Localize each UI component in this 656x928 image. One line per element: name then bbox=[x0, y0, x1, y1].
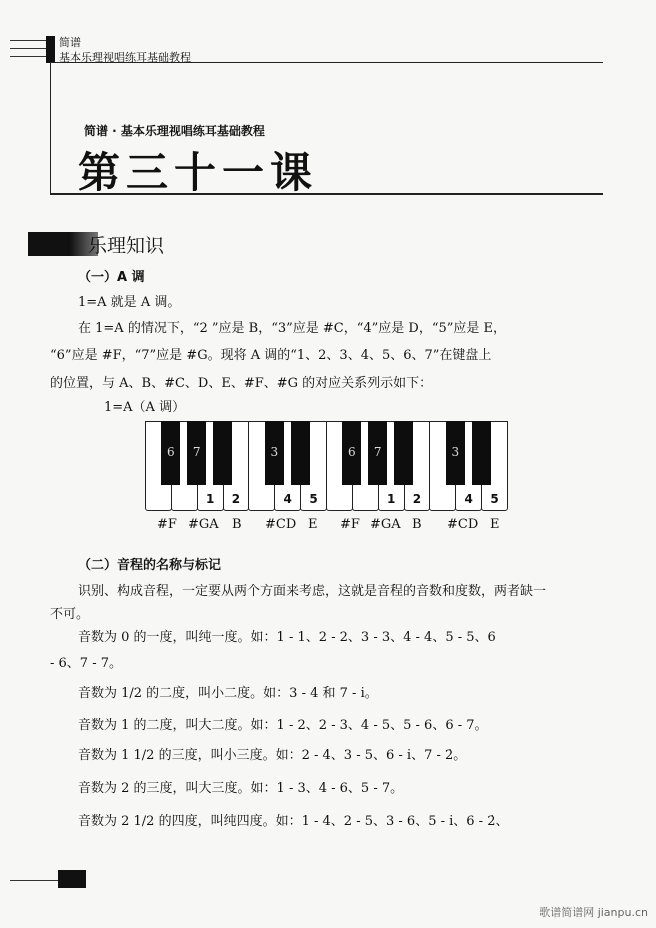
note-name: #GA bbox=[370, 517, 401, 532]
white-key-label: 2 bbox=[231, 492, 241, 506]
piano-caption: 1=A（A 调） bbox=[104, 400, 186, 415]
note-name: #GA bbox=[188, 517, 219, 532]
section-title: 乐理知识 bbox=[88, 235, 165, 257]
chapter-subtitle: 简谱 · 基本乐理视唱练耳基础教程 bbox=[84, 124, 265, 138]
black-key: 3 bbox=[265, 421, 284, 485]
note-name: #F bbox=[157, 517, 177, 532]
black-key bbox=[394, 421, 413, 485]
white-key-label: 5 bbox=[490, 492, 499, 506]
part2-line: 音数为 1 的二度，叫大二度。如：1 - 2、2 - 3、4 - 5、5 - 6、6 - 7。 bbox=[78, 718, 488, 733]
note-name: B bbox=[232, 517, 242, 532]
piano-keyboard bbox=[145, 421, 507, 513]
header-bar bbox=[46, 36, 55, 63]
note-name: #F bbox=[340, 517, 360, 532]
black-key: 7 bbox=[368, 421, 387, 485]
part1-line: “6”应是 #F，“7”应是 #G。现将 A 调的“1、2、3、4、5、6、7”在键盘上 bbox=[50, 348, 492, 363]
part2-heading: （二）音程的名称与标记 bbox=[78, 558, 222, 573]
watermark: 歌谱简谱网 jianpu.cn bbox=[539, 906, 648, 919]
white-key-label: 1 bbox=[205, 492, 215, 506]
note-name: E bbox=[308, 517, 318, 532]
black-key bbox=[213, 421, 232, 485]
part2-line: 不可。 bbox=[50, 607, 90, 622]
black-key: 7 bbox=[187, 421, 206, 485]
chapter-title: 第三十一课 bbox=[78, 148, 319, 197]
footer-rule bbox=[10, 880, 60, 881]
black-key: 6 bbox=[161, 421, 180, 485]
part1-line: 的位置，与 A、B、#C、D、E、#F、#G 的对应关系列示如下： bbox=[50, 376, 433, 391]
part2-line: 音数为 1 1/2 的三度，叫小三度。如：2 - 4、3 - 5、6 - i̇、7 - 2̇。 bbox=[78, 748, 467, 763]
header-line2: 基本乐理视唱练耳基础教程 bbox=[59, 51, 191, 64]
page-number-block bbox=[58, 870, 86, 888]
note-name: B bbox=[412, 517, 422, 532]
header-rule bbox=[10, 56, 50, 57]
black-key: 3 bbox=[446, 421, 465, 485]
black-key bbox=[472, 421, 491, 485]
white-key-label: 4 bbox=[464, 492, 473, 506]
note-name: E bbox=[490, 517, 500, 532]
part2-line: 识别、构成音程，一定要从两个方面来考虑，这就是音程的音数和度数，两者缺一 bbox=[78, 584, 547, 599]
white-key-label: 5 bbox=[309, 492, 318, 506]
header-rule bbox=[10, 48, 50, 49]
part2-line: - 6、7 - 7。 bbox=[50, 656, 122, 671]
part2-line: 音数为 2 1/2 的四度，叫纯四度。如：1 - 4、2 - 5、3 - 6、5 - i̇、6 - 2̇、 bbox=[78, 814, 509, 829]
header-rule bbox=[10, 40, 50, 41]
note-name: #CD bbox=[447, 517, 479, 532]
black-key bbox=[291, 421, 310, 485]
part2-line: 音数为 1/2 的二度，叫小二度。如：3 - 4 和 7 - i̇。 bbox=[78, 686, 378, 701]
part1-line: 1=A 就是 A 调。 bbox=[78, 295, 181, 310]
white-key-label: 1 bbox=[386, 492, 396, 506]
part2-line: 音数为 2 的三度，叫大三度。如：1 - 3、4 - 6、5 - 7。 bbox=[78, 781, 404, 796]
part1-line: 在 1=A 的情况下，“2 ”应是 B，“3”应是 #C，“4”应是 D，“5”应是 E， bbox=[78, 321, 507, 336]
note-name: #CD bbox=[265, 517, 297, 532]
header-line1: 简谱 bbox=[59, 36, 81, 49]
white-key-label: 4 bbox=[283, 492, 292, 506]
black-key: 6 bbox=[342, 421, 361, 485]
part2-line: 音数为 0 的一度，叫纯一度。如：1 - 1、2 - 2、3 - 3、4 - 4、5 - 5、6 bbox=[78, 630, 496, 645]
part1-heading: （一）A 调 bbox=[78, 270, 145, 285]
white-key-label: 2 bbox=[412, 492, 422, 506]
